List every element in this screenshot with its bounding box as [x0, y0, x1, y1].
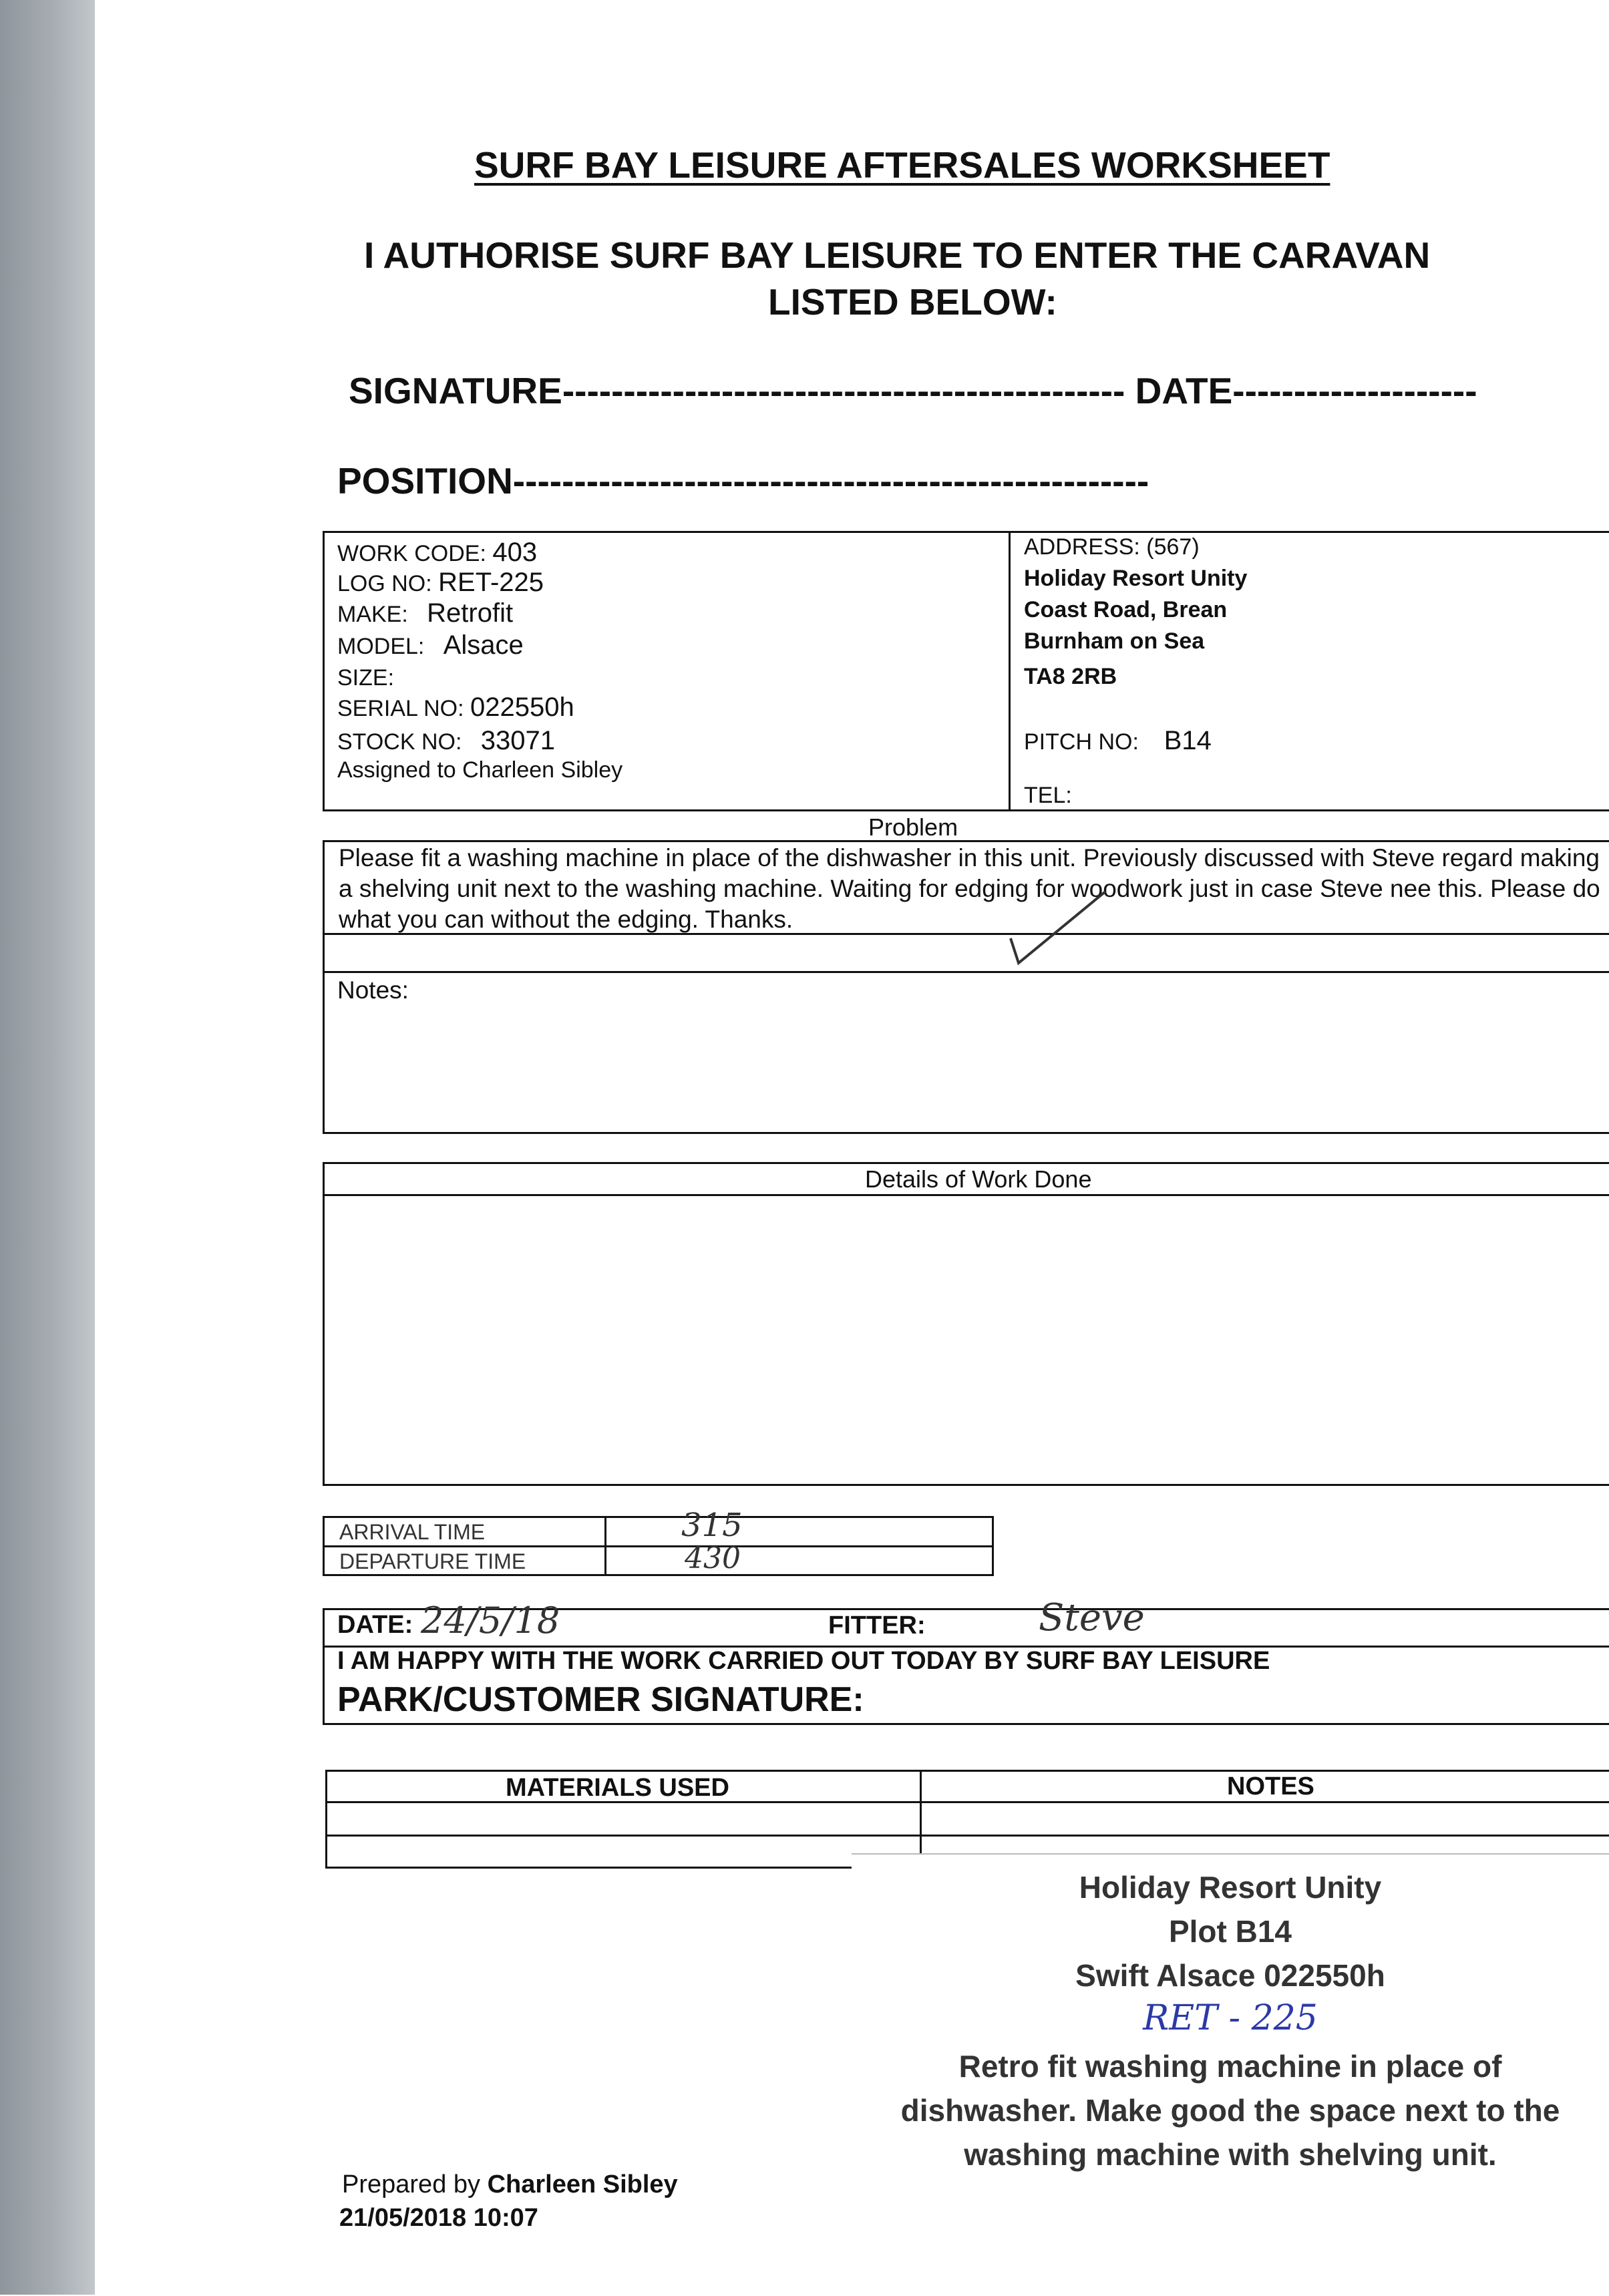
sticker-line-4: Retro fit washing machine in place of — [958, 2049, 1502, 2084]
arrival-time-label: ARRIVAL TIME — [339, 1520, 486, 1544]
materials-row-divider — [325, 1835, 1609, 1837]
departure-time-value: 430 — [685, 1541, 741, 1575]
problem-description: Please fit a washing machine in place of the dishwasher in this unit. Previously discussed with Steve regard making a shelving unit next to the washing machine. Waiting for edging for woodwork just in case Steve nee this. Please do what you can without the edging. Thanks. — [339, 844, 1600, 933]
signoff-left-line — [323, 1608, 325, 1723]
model-label: MODEL: Alsace — [337, 630, 524, 660]
problem-header: Problem — [868, 813, 958, 841]
prepared-by-label: Prepared by — [342, 2170, 481, 2198]
authorisation-line-2: LISTED BELOW: — [768, 281, 1057, 323]
log-no-value: RET-225 — [438, 568, 544, 597]
model-value: Alsace — [443, 630, 524, 660]
tel-label: TEL: — [1024, 783, 1072, 808]
position-line: POSITION---------------------------------------------------- — [337, 460, 1149, 502]
work-done-header: Details of Work Done — [865, 1165, 1092, 1193]
log-no-label: LOG NO: RET-225 — [337, 568, 544, 597]
happy-statement: I AM HAPPY WITH THE WORK CARRIED OUT TODAY BY SURF BAY LEISURE — [337, 1647, 1270, 1675]
notes-label: Notes: — [337, 976, 409, 1004]
departure-time-label: DEPARTURE TIME — [339, 1549, 526, 1573]
stock-no-value: 33071 — [480, 726, 555, 755]
times-divider — [323, 1545, 994, 1547]
prepared-by-name: Charleen Sibley — [487, 2170, 678, 2198]
make-value: Retrofit — [427, 598, 514, 628]
assigned-to: Assigned to Charleen Sibley — [337, 757, 623, 783]
problem-divider-2 — [323, 971, 1609, 973]
pitch-no-value: B14 — [1164, 726, 1212, 755]
size-label: SIZE: — [337, 665, 395, 691]
unit-address-divider — [1009, 531, 1011, 811]
customer-signature-label: PARK/CUSTOMER SIGNATURE: — [337, 1680, 864, 1719]
scan-edge-bar — [0, 0, 95, 2295]
address-postcode: TA8 2RB — [1024, 664, 1117, 689]
sticker-line-2: Plot B14 — [1168, 1914, 1292, 1949]
sticker-line-6: washing machine with shelving unit. — [964, 2137, 1497, 2172]
fitter-label: FITTER: — [828, 1611, 926, 1640]
address-line-2: Coast Road, Brean — [1024, 597, 1228, 622]
sticker-label — [852, 1853, 1609, 2296]
address-label: ADDRESS: (567) — [1024, 534, 1200, 560]
times-col-divider — [604, 1516, 606, 1576]
work-code-label: WORK CODE: 403 — [337, 538, 538, 567]
signature-date-line: SIGNATURE---------------------------------------------- DATE-------------------- — [349, 370, 1477, 411]
sticker-line-1: Holiday Resort Unity — [1079, 1870, 1382, 1905]
prepared-datetime: 21/05/2018 10:07 — [339, 2204, 538, 2232]
stock-no-label: STOCK NO: 33071 — [337, 726, 555, 755]
materials-used-header: MATERIALS USED — [506, 1774, 729, 1802]
work-code-value: 403 — [492, 538, 538, 567]
serial-no-label: SERIAL NO: 022550h — [337, 693, 574, 722]
address-line-1: Holiday Resort Unity — [1024, 566, 1248, 591]
work-done-header-divider — [323, 1194, 1609, 1196]
pitch-no-label: PITCH NO: B14 — [1024, 726, 1212, 755]
work-done-box — [323, 1162, 1609, 1486]
page-title: SURF BAY LEISURE AFTERSALES WORKSHEET — [474, 144, 1330, 186]
sticker-line-5: dishwasher. Make good the space next to the — [900, 2093, 1560, 2128]
materials-notes-header: NOTES — [1227, 1772, 1314, 1800]
make-label: MAKE: Retrofit — [337, 598, 514, 628]
prepared-by — [342, 2170, 678, 2199]
checkmark-icon — [1005, 888, 1112, 968]
fitter-signature: Steve — [1039, 1596, 1145, 1640]
signoff-date-label: DATE: — [337, 1611, 413, 1639]
signoff-date-value: 24/5/18 — [421, 1599, 560, 1642]
address-line-3: Burnham on Sea — [1024, 628, 1205, 654]
authorisation-line-1: I AUTHORISE SURF BAY LEISURE TO ENTER THE CARAVAN — [364, 234, 1431, 276]
sticker-line-3: Swift Alsace 022550h — [1075, 1958, 1385, 1993]
arrival-time-value: 315 — [681, 1507, 743, 1544]
serial-no-value: 022550h — [470, 693, 574, 722]
sticker-handwritten-ref: RET - 225 — [1143, 1998, 1318, 2038]
signoff-bottom-line — [323, 1723, 1609, 1725]
